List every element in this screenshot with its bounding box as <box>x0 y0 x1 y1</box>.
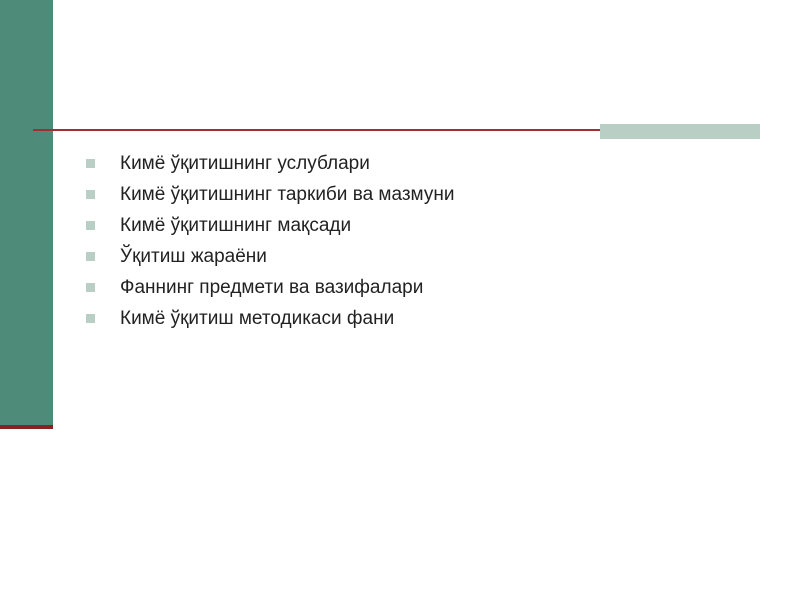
bullet-item <box>86 241 454 272</box>
bullet-text: Кимё ўқитишнинг таркиби ва мазмуни <box>120 183 455 205</box>
bullet-item <box>86 303 454 334</box>
square-bullet-icon <box>86 314 95 323</box>
bullet-text: Кимё ўқитишнинг мақсади <box>120 214 352 236</box>
square-bullet-icon <box>86 159 95 168</box>
square-bullet-icon <box>86 190 95 199</box>
bullet-text: Кимё ўқитишнинг услублари <box>120 152 370 174</box>
bullet-text: Кимё ўқитиш методикаси фани <box>120 307 395 329</box>
bullet-item <box>86 210 454 241</box>
bullet-list <box>86 148 454 334</box>
bullet-item <box>86 179 454 210</box>
bullet-item <box>86 272 454 303</box>
left-decorative-bar <box>0 0 53 426</box>
square-bullet-icon <box>86 283 95 292</box>
square-bullet-icon <box>86 221 95 230</box>
accent-block <box>600 124 760 139</box>
bullet-text: Ўқитиш жараёни <box>120 245 267 267</box>
left-bar-base-line <box>0 425 53 429</box>
bullet-item <box>86 148 454 179</box>
bullet-text: Фаннинг предмети ва вазифалари <box>120 276 424 298</box>
square-bullet-icon <box>86 252 95 261</box>
